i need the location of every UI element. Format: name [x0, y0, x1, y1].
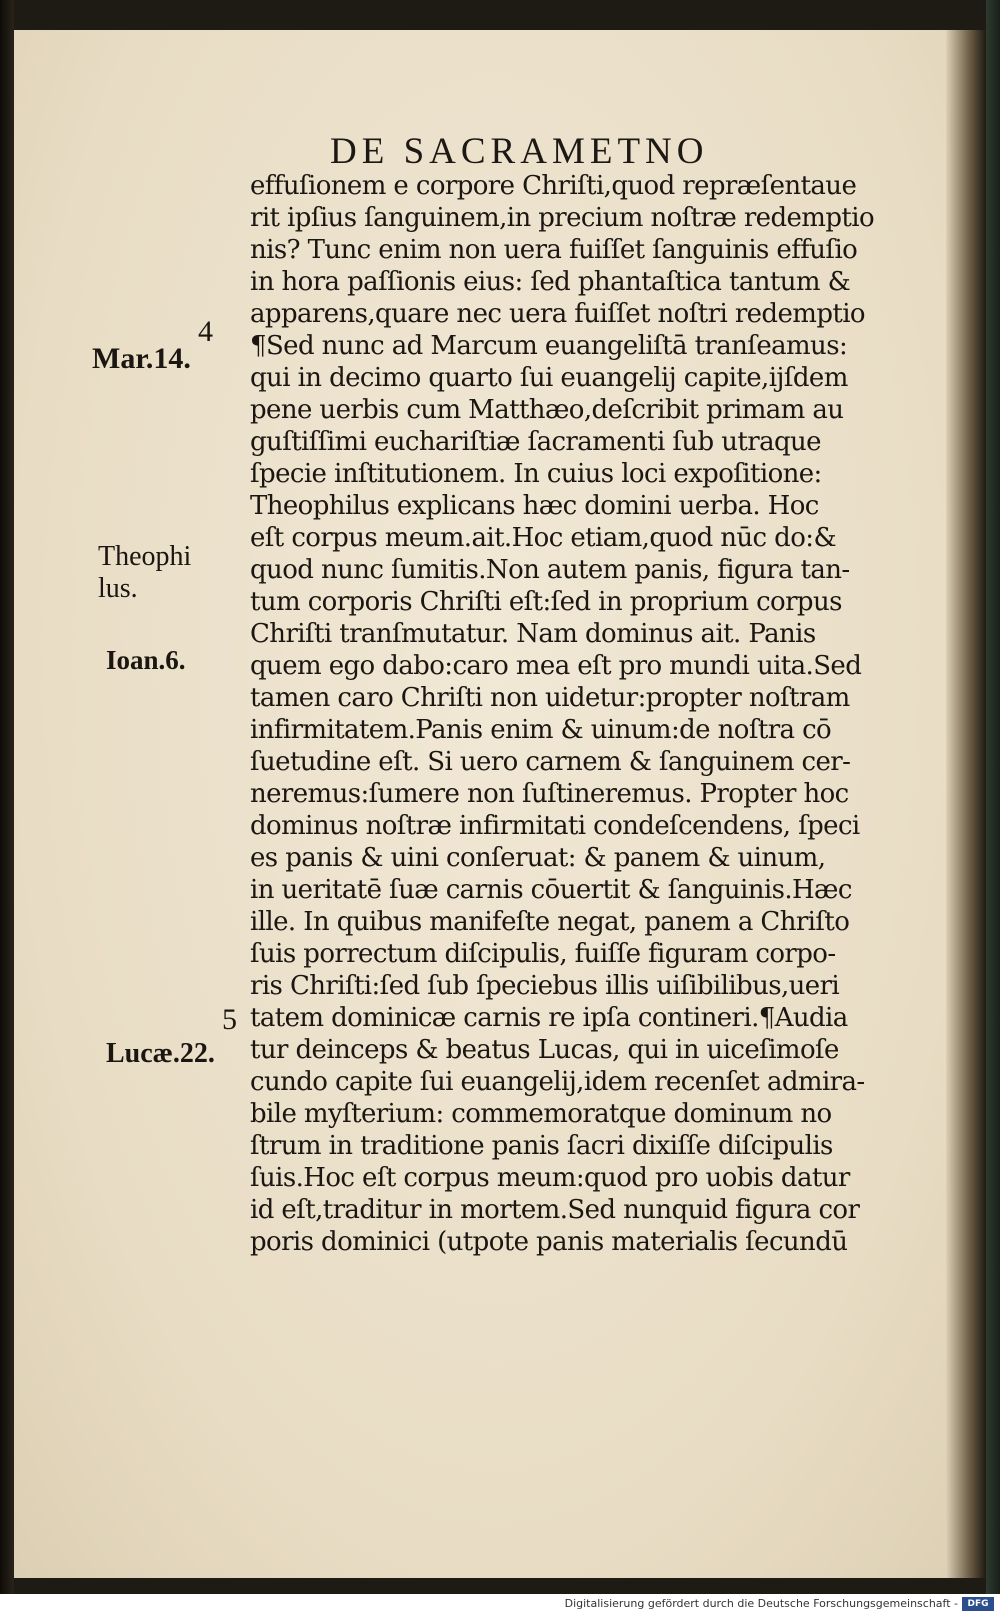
text-line: ſuis.Hoc eſt corpus meum:quod pro uobis datur — [250, 1163, 850, 1193]
text-line: ille. In quibus manifeſte negat, panem a Chriſto — [250, 907, 850, 937]
text-line: apparens,quare nec uera fuiſſet noſtri redemptio — [250, 299, 865, 329]
text-line: ſuis porrectum diſcipulis, fuiſſe figuram corpo- — [250, 939, 836, 969]
digitization-footer — [0, 1594, 1000, 1615]
body-text — [250, 170, 940, 1258]
text-line: Theophilus explicans hæc domini uerba. Hoc — [250, 491, 819, 521]
text-line: poris dominici (utpote panis materialis ſecundū — [250, 1227, 848, 1257]
text-line: ſtrum in traditione panis ſacri dixiſſe diſcipulis — [250, 1131, 833, 1161]
margin-ref-theophilus-line1: Theophi — [98, 541, 192, 572]
margin-ref-lucas: Lucæ.22. — [106, 1038, 215, 1069]
text-line: tur deinceps & beatus Lucas, qui in uiceſimoſe — [250, 1035, 839, 1065]
text-line: cundo capite ſui euangelij,idem recenſet admira- — [250, 1067, 865, 1097]
margin-number-4: 4 — [198, 315, 213, 348]
scan-edge-left — [0, 0, 14, 1615]
text-line: in hora paſſionis eius: ſed phantaſtica tantum & — [250, 267, 851, 297]
text-line: neremus:ſumere non ſuſtineremus. Propter hoc — [250, 779, 849, 809]
margin-ref-ioannes: Ioan.6. — [106, 645, 186, 675]
text-line: Chriſti tranſmutatur. Nam dominus ait. Panis — [250, 619, 816, 649]
text-line: effuſionem e corpore Chriſti,quod repræſentaue — [250, 171, 857, 201]
margin-ref-theophilus-line2: lus. — [98, 573, 138, 604]
text-line: in ueritatē ſuæ carnis cōuertit & ſanguinis.Hæc — [250, 875, 852, 905]
text-line: eſt corpus meum.ait.Hoc etiam,quod nūc do:& — [250, 523, 836, 553]
text-line: ris Chriſti:ſed ſub ſpeciebus illis uiſibilibus,ueri — [250, 971, 840, 1001]
text-line: infirmitatem.Panis enim & uinum:de noſtra cō — [250, 715, 832, 745]
book-spine — [986, 0, 1000, 1615]
margin-number-5: 5 — [222, 1003, 237, 1036]
text-line: quem ego dabo:caro mea eſt pro mundi uita.Sed — [250, 651, 862, 681]
text-line: pene uerbis cum Matthæo,deſcribit primam au — [250, 395, 844, 425]
text-line: qui in decimo quarto ſui euangelij capite,ijſdem — [250, 363, 848, 393]
text-line: guſtiſſimi euchariſtiæ ſacramenti ſub utraque — [250, 427, 821, 457]
text-line: tum corporis Chriſti eſt:ſed in proprium corpus — [250, 587, 842, 617]
text-line: quod nunc ſumitis.Non autem panis, figura tan- — [250, 555, 850, 585]
text-line: es panis & uini conſeruat: & panem & uinum, — [250, 843, 826, 873]
text-line: rit ipſius ſanguinem,in precium noſtræ redemptio — [250, 203, 875, 233]
text-line: nis? Tunc enim non uera fuiſſet ſanguinis effuſio — [250, 235, 858, 265]
running-title: DE SACRAMETNO — [330, 131, 709, 172]
text-line: ſuetudine eſt. Si uero carnem & ſanguinem cer- — [250, 747, 851, 777]
text-line: dominus noſtræ infirmitati condeſcendens, ſpeci — [250, 811, 860, 841]
text-line: tamen caro Chriſti non uidetur:propter noſtram — [250, 683, 850, 713]
page-gutter-shadow — [946, 30, 986, 1578]
text-line: ¶Sed nunc ad Marcum euangeliſtā tranſeamus: — [250, 331, 848, 361]
text-line: tatem dominicæ carnis re ipſa contineri.¶Audia — [250, 1003, 848, 1033]
margin-ref-marcus: Mar.14. — [92, 342, 191, 375]
dfg-logo: DFG — [962, 1597, 994, 1611]
footer-credit-text: Digitalisierung gefördert durch die Deutsche Forschungsgemeinschaft - — [564, 1597, 958, 1610]
text-line: bile myſterium: commemoratque dominum no — [250, 1099, 832, 1129]
text-line: id eſt,traditur in mortem.Sed nunquid figura cor — [250, 1195, 860, 1225]
text-line: ſpecie inſtitutionem. In cuius loci expoſitione: — [250, 459, 822, 489]
